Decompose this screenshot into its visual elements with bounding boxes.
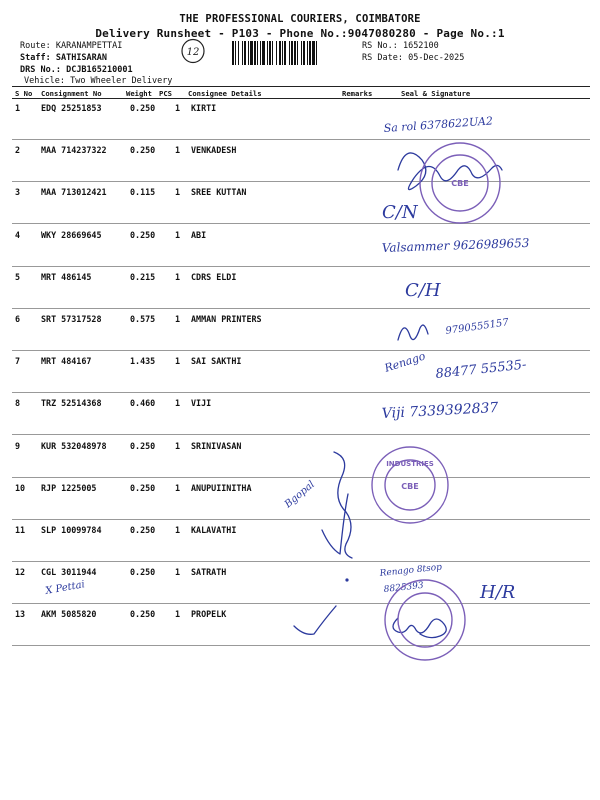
cell-sno: 10 [15, 482, 26, 493]
cell-consignment: MRT 484167 [41, 356, 92, 367]
rs-no-line [362, 41, 439, 51]
cell-consignment: EDQ 25251853 [41, 103, 102, 113]
cell-sno: 1 [15, 103, 21, 113]
hw-row6: 9790555157 [444, 317, 510, 337]
route-label: Route: [20, 41, 51, 51]
row-rule [12, 519, 590, 520]
cell-weight: 0.215 [130, 271, 156, 282]
cell-pcs: 1 [175, 314, 181, 324]
cell-consignee: VIJI [191, 398, 212, 409]
table-row [0, 398, 600, 438]
staff-label: Staff: [20, 53, 51, 63]
col-remarks: Remarks [342, 89, 373, 98]
col-consignment: Consignment No [41, 89, 102, 98]
rs-date-line [362, 53, 464, 63]
circled-number-text: 12 [186, 47, 200, 58]
row-rule [12, 308, 590, 309]
table-row [0, 187, 600, 227]
vehicle-value: Two Wheeler Delivery [70, 76, 173, 86]
cell-pcs: 1 [175, 398, 181, 409]
row-rule [12, 603, 590, 604]
cell-sno: 9 [15, 440, 21, 451]
cell-consignee: KALAVATHI [191, 525, 237, 535]
cell-consignment: MAA 714237322 [41, 145, 107, 156]
circled-page-number [180, 38, 206, 64]
table-row [0, 525, 600, 565]
hw-row12c: H/R [480, 582, 516, 603]
cell-consignee: PROPELK [191, 609, 227, 620]
cell-consignment: SLP 10099784 [41, 525, 102, 535]
cell-consignee: ANUPUIINITHA [191, 482, 252, 493]
table-row [0, 567, 600, 607]
company-title: THE PROFESSIONAL COURIERS, COIMBATORE [179, 13, 421, 25]
cell-consignee: SRINIVASAN [191, 440, 242, 451]
col-weight: Weight [126, 89, 152, 98]
cell-weight: 0.250 [130, 567, 156, 578]
table-row [0, 441, 600, 481]
cell-consignment: MAA 713012421 [41, 187, 107, 198]
cell-sno: 8 [15, 398, 21, 409]
cell-pcs: 1 [175, 145, 181, 156]
cell-weight: 0.250 [130, 229, 156, 240]
hw-row7b: 88477 55535- [434, 357, 528, 382]
cell-consignee: SREE KUTTAN [191, 187, 247, 198]
cell-pcs: 1 [175, 356, 181, 367]
table-row [0, 356, 600, 396]
cell-sno: 3 [15, 187, 21, 198]
hw-row12a: Renago 8tsop [379, 562, 443, 579]
rs-date-value: 05-Dec-2025 [408, 53, 465, 63]
cell-sno: 2 [15, 145, 21, 156]
cell-sno: 13 [15, 609, 26, 620]
cell-weight: 0.250 [130, 525, 156, 535]
col-pcs: PCS [159, 89, 172, 98]
row-rule [12, 392, 590, 393]
cell-weight: 0.115 [130, 187, 156, 198]
cell-pcs: 1 [175, 229, 181, 240]
table-row [0, 314, 600, 354]
cell-sno: 6 [15, 314, 21, 324]
cell-consignee: VENKADESH [191, 145, 237, 156]
cell-consignment: KUR 532048978 [41, 440, 107, 451]
cell-consignee: SAI SAKTHI [191, 356, 242, 367]
row-rule [12, 139, 590, 140]
cell-pcs: 1 [175, 440, 181, 451]
cell-weight: 0.250 [130, 103, 156, 113]
cell-weight: 0.250 [130, 145, 156, 156]
cell-weight: 0.575 [130, 314, 156, 324]
cell-pcs: 1 [175, 609, 181, 620]
cell-pcs: 1 [175, 482, 181, 493]
row-rule [12, 477, 590, 478]
table-row [0, 272, 600, 312]
row-rule [12, 266, 590, 267]
hw-row3: C/N [382, 202, 418, 223]
hw-row12b: 8825393 [383, 580, 425, 595]
row-rule [12, 181, 590, 182]
vehicle-label: Vehicle: [24, 76, 65, 86]
cell-consignment: TRZ 52514368 [41, 398, 102, 409]
cell-consignee: SATRATH [191, 567, 227, 578]
route-line [20, 41, 122, 51]
cell-pcs: 1 [175, 187, 181, 198]
cell-consignee: AMMAN PRINTERS [191, 314, 262, 324]
cell-consignee: ABI [191, 229, 207, 240]
cell-pcs: 1 [175, 567, 181, 578]
cell-consignee: CDRS ELDI [191, 271, 237, 282]
drs-value: DCJB165210001 [66, 65, 133, 75]
stamp-b-ring: INDUSTRIES [386, 460, 434, 468]
rs-no-value: 1652100 [402, 41, 439, 51]
header-top-rule [12, 86, 590, 87]
cell-sno: 5 [15, 271, 21, 282]
table-row [0, 483, 600, 523]
route-value: KARANAMPETTAI [55, 41, 123, 51]
cell-consignment: RJP 1225005 [41, 482, 97, 493]
hw-row1: Sa rol 6378622UA2 [383, 114, 494, 135]
drs-label: DRS No.: [20, 65, 61, 75]
cell-consignment: MRT 486145 [41, 271, 92, 282]
table-row [0, 145, 600, 185]
row-rule [12, 223, 590, 224]
hw-row7a: Renago [382, 349, 427, 375]
cell-weight: 0.250 [130, 609, 156, 620]
col-sno: S No [15, 89, 33, 98]
cell-consignment: WKY 28669645 [41, 229, 102, 240]
table-row [0, 609, 600, 649]
hw-row12-note: X Pettai [44, 579, 86, 597]
hw-row8: Viji 7339392837 [381, 399, 499, 422]
row-rule [12, 434, 590, 435]
cell-pcs: 1 [175, 271, 181, 282]
cell-consignee: KIRTI [191, 103, 217, 113]
stamp-b-center: CBE [401, 482, 419, 491]
cell-sno: 7 [15, 356, 21, 367]
cell-pcs: 1 [175, 103, 181, 113]
header-bottom-rule [12, 98, 590, 99]
cell-pcs: 1 [175, 525, 181, 535]
col-seal: Seal & Signature [401, 89, 471, 98]
hw-row10: Bgopal [282, 479, 318, 511]
stamp-a-center: CBE [451, 179, 469, 188]
cell-weight: 0.460 [130, 398, 156, 409]
cell-consignment: SRT 57317528 [41, 314, 102, 324]
rs-date-label: RS Date: [362, 53, 403, 63]
cell-weight: 0.250 [130, 482, 156, 493]
staff-value: SATHISARAN [55, 53, 108, 63]
hw-row4: Valsammer 9626989653 [381, 235, 530, 255]
cell-sno: 12 [15, 567, 26, 578]
table-row [0, 230, 600, 270]
cell-consignment: CGL 3011944 [41, 567, 97, 578]
row-rule [12, 350, 590, 351]
drs-line [20, 65, 133, 75]
rs-no-label: RS No.: [362, 41, 398, 51]
cell-weight: 0.250 [130, 440, 156, 451]
barcode-icon [232, 41, 358, 65]
hw-row5: C/H [405, 280, 441, 301]
cell-sno: 4 [15, 229, 21, 240]
runsheet-subtitle: Delivery Runsheet - P103 - Phone No.:9047080280 - Page No.:1 [95, 27, 505, 40]
vehicle-line [24, 76, 172, 86]
table-row [0, 103, 600, 143]
row-rule [12, 645, 590, 646]
cell-weight: 1.435 [130, 356, 156, 367]
cell-consignment: AKM 5085820 [41, 609, 97, 620]
row-rule [12, 561, 590, 562]
cell-sno: 11 [15, 525, 26, 535]
staff-line [20, 53, 107, 63]
col-consignee: Consignee Details [188, 89, 262, 98]
